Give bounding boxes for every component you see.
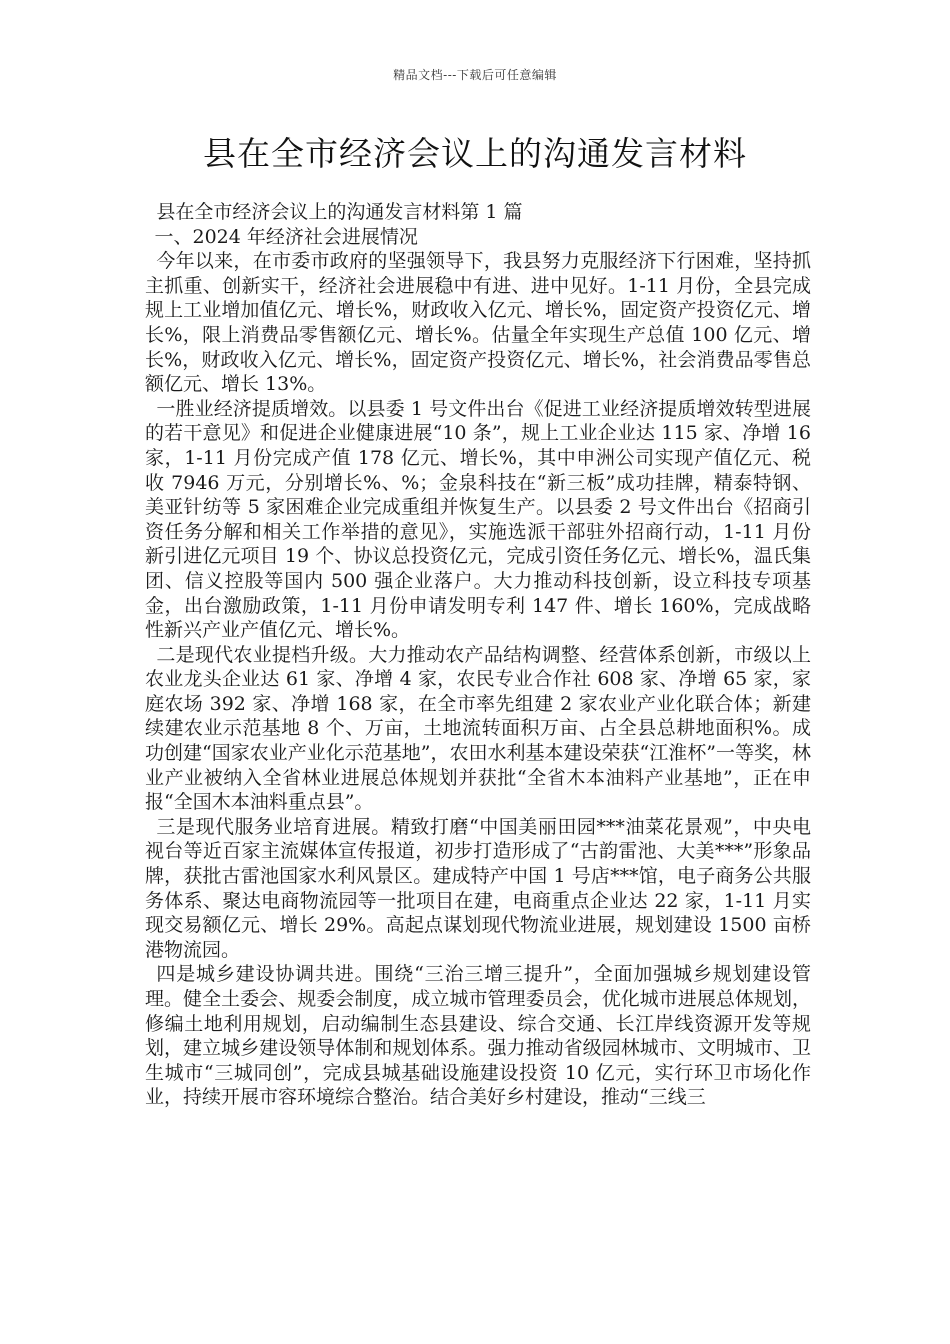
paragraph-overview: 今年以来，在市委市政府的坚强领导下，我县努力克服经济下行困难，坚持抓主抓重、创新实干，经济社会进展稳中有进、进中见好。1-11 月份，全县完成规上工业增加值亿元、增长%，财政收入亿元、增长%，固定资产投资亿元、增长%，限上消费品零售额亿元、增长%。估量全年实现生产总值 100 亿元、增长%，财政收入亿元、增长%，固定资产投资亿元、增长%，社会消费品零售总额亿元、增长 13%。 <box>145 250 811 396</box>
paragraph-urban-rural: 四是城乡建设协调共进。围绕“三治三增三提升”，全面加强城乡规划建设管理。健全土委会、规委会制度，成立城市管理委员会，优化城市进展总体规划，修编土地利用规划，启动编制生态县建设、综合交通、长江岸线资源开发等规划，建立城乡建设领导体制和规划体系。强力推动省级园林城市、文明城市、卫生城市“三城同创”，完成县城基础设施建设投资 10 亿元，实行环卫市场化作业，持续开展市容环境综合整治。结合美好乡村建设，推动“三线三 <box>145 963 811 1109</box>
paragraph-agriculture: 二是现代农业提档升级。大力推动农产品结构调整、经营体系创新，市级以上农业龙头企业达 61 家、净增 4 家，农民专业合作社 608 家、净增 65 家，家庭农场 392 家、净增 168 家，在全市率先组建 2 家农业产业化联合体；新建续建农业示范基地 8 个、万亩，土地流转面积万亩、占全县总耕地面积%。成功创建“国家农业产业化示范基地”，农田水利基本建设荣获“江淮杯”一等奖，林业产业被纳入全省林业进展总体规划并获批“全省木本油料产业基地”，正在申报“全国木本油料重点县”。 <box>145 643 811 814</box>
article-subtitle: 县在全市经济会议上的沟通发言材料第 1 篇 <box>156 201 523 223</box>
section-heading: 一、2024 年经济社会进展情况 <box>154 225 418 248</box>
document-body <box>145 200 811 1110</box>
document-title: 县在全市经济会议上的沟通发言材料 <box>203 134 747 173</box>
paragraph-services: 三是现代服务业培育进展。精致打磨“中国美丽田园***油菜花景观”，中央电视台等近百家主流媒体宣传报道，初步打造形成了“古韵雷池、大美***”形象品牌，获批古雷池国家水利风景区。建成特产中国 1 号店***馆，电子商务公共服务体系、聚达电商物流园等一批项目在建，电商重点企业达 22 家，1-11 月实现交易额亿元、增长 29%。高起点谋划现代物流业进展，规划建设 1500 亩桥港物流园。 <box>145 815 811 961</box>
paragraph-industry: 一胜业经济提质增效。以县委 1 号文件出台《促进工业经济提质增效转型进展的若干意见》和促进企业健康进展“10 条”，规上工业企业达 115 家、净增 16 家，1-11 月份完成产值 178 亿元、增长%，其中申洲公司实现产值亿元、税收 7946 万元，分别增长%、%；金泉科技在“新三板”成功挂牌，精泰特钢、美亚针纺等 5 家困难企业完成重组并恢复生产。以县委 2 号文件出台《招商引资任务分解和相关工作举措的意见》，实施选派干部驻外招商行动，1-11 月份新引进亿元项目 19 个、协议总投资亿元，完成引资任务亿元、增长%，温氏集团、信义控股等国内 500 强企业落户。大力推动科技创新，设立科技专项基金，出台激励政策，1-11 月份申请发明专利 147 件、增长 160%，完成战略性新兴产业产值亿元、增长%。 <box>145 397 811 642</box>
header-note: 精品文档---下载后可任意编辑 <box>393 68 557 82</box>
